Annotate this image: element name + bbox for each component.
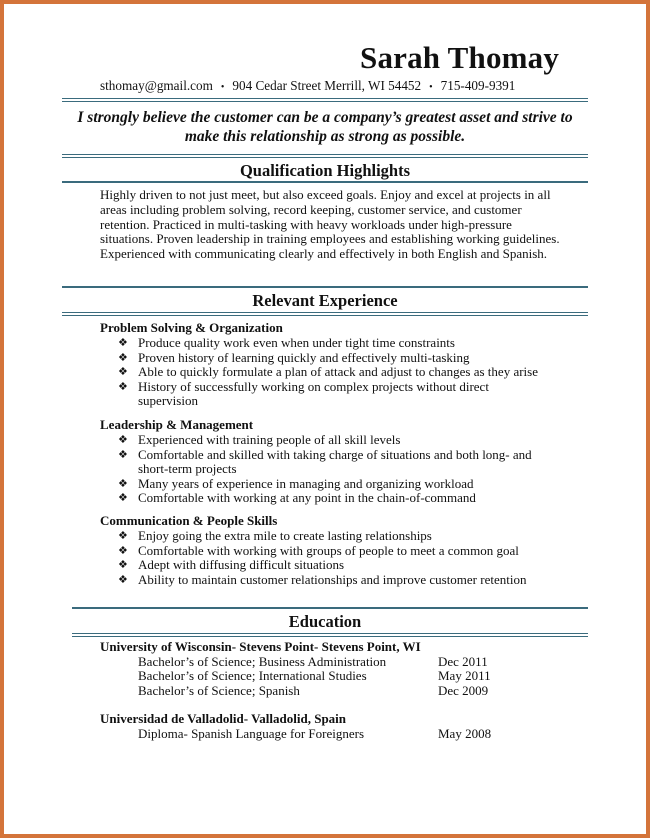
list-item: ❖ Adept with diffusing difficult situations — [118, 557, 345, 573]
degree-name: Bachelor’s of Science; International Studies — [138, 668, 367, 683]
diamond-bullet-icon: ❖ — [118, 351, 128, 364]
degree-row — [138, 683, 538, 699]
divider — [72, 633, 588, 634]
degree-name: Bachelor’s of Science; Spanish — [138, 683, 300, 698]
degree-name: Diploma- Spanish Language for Foreigners — [138, 726, 365, 741]
phone: 715-409-9391 — [440, 78, 516, 93]
experience-group-title: Leadership & Management — [100, 417, 254, 432]
diamond-bullet-icon: ❖ — [118, 492, 128, 505]
divider — [62, 312, 588, 313]
diamond-bullet-icon: ❖ — [118, 337, 128, 349]
list-item: ❖ Comfortable with working at any point in the chain-of-command — [118, 490, 476, 506]
divider — [62, 315, 588, 316]
degree-date: Dec 2011 — [438, 654, 488, 669]
divider — [72, 636, 588, 637]
experience-list — [118, 433, 558, 506]
list-item: ❖ Comfortable with working with groups of people to meet a common goal — [118, 542, 519, 558]
degree-date: May 2011 — [438, 668, 491, 683]
list-item: ❖ Ability to maintain customer relationships and improve customer retention — [118, 571, 527, 587]
resume-name: Sarah Thomay — [360, 40, 560, 75]
divider — [62, 286, 588, 288]
section-heading-experience: Relevant Experience — [252, 291, 398, 310]
school-name: Universidad de Valladolid- Valladolid, Spain — [100, 711, 347, 726]
separator-bullet: • — [429, 82, 433, 93]
degree-name: Bachelor’s of Science; Business Administration — [138, 654, 387, 669]
diamond-bullet-icon: ❖ — [118, 448, 128, 461]
divider — [62, 181, 588, 183]
list-item: ❖ History of successfully working on complex projects without direct supervision — [118, 378, 489, 409]
list-item: ❖ Able to quickly formulate a plan of attack and adjust to changes as they arise — [118, 364, 538, 380]
degree-row — [138, 726, 538, 742]
diamond-bullet-icon: ❖ — [118, 434, 128, 446]
degree-date: Dec 2009 — [438, 683, 489, 698]
list-item: ❖ Produce quality work even when under tight time constraints — [118, 335, 455, 350]
diamond-bullet-icon: ❖ — [118, 380, 128, 393]
divider — [72, 607, 588, 609]
divider — [62, 98, 588, 99]
address: 904 Cedar Street Merrill, WI 54452 — [232, 78, 422, 93]
contact-line — [100, 78, 515, 94]
diamond-bullet-icon: ❖ — [118, 573, 128, 586]
email: sthomay@gmail.com — [100, 78, 213, 93]
diamond-bullet-icon: ❖ — [118, 477, 128, 490]
divider — [62, 157, 588, 158]
diamond-bullet-icon: ❖ — [118, 366, 128, 379]
divider — [62, 101, 588, 102]
list-item: ❖ Many years of experience in managing and organizing workload — [118, 475, 474, 491]
school-name: University of Wisconsin- Stevens Point- Stevens Point, WI — [100, 639, 421, 654]
list-item: ❖ Enjoy going the extra mile to create lasting relationships — [118, 528, 432, 543]
degree-date: May 2008 — [438, 726, 492, 741]
experience-group-title: Communication & People Skills — [100, 513, 278, 528]
list-item: ❖ Comfortable and skilled with taking charge of situations and both long- and short-term projects — [118, 446, 532, 477]
section-heading-qualifications: Qualification Highlights — [239, 161, 411, 180]
separator-bullet: • — [220, 82, 225, 93]
objective-statement: I strongly believe the customer can be a company’s greatest asset and strive to make this relationship as strong as possible. — [77, 109, 573, 145]
experience-list — [118, 336, 558, 409]
diamond-bullet-icon: ❖ — [118, 530, 128, 542]
experience-list — [118, 529, 558, 587]
list-item: ❖ Proven history of learning quickly and effectively multi-tasking — [118, 349, 470, 365]
section-heading-education: Education — [288, 612, 362, 631]
divider — [62, 154, 588, 155]
degree-row — [138, 668, 538, 684]
qualifications-text: Highly driven to not just meet, but also exceed goals. Enjoy and excel at projects in all areas including problem solving, record keeping, customer service, and customer retention. Practiced in multi-tasking with heavy workloads under high-pressure situations. Proven leadership in training employees and establishing working guidelines. Experienced with communicating clearly and effectively in both English and Spanish. — [100, 187, 560, 262]
list-item: ❖ Experienced with training people of all skill levels — [118, 432, 401, 447]
diamond-bullet-icon: ❖ — [118, 544, 128, 557]
diamond-bullet-icon: ❖ — [118, 559, 128, 572]
experience-group-title: Problem Solving & Organization — [100, 320, 283, 335]
